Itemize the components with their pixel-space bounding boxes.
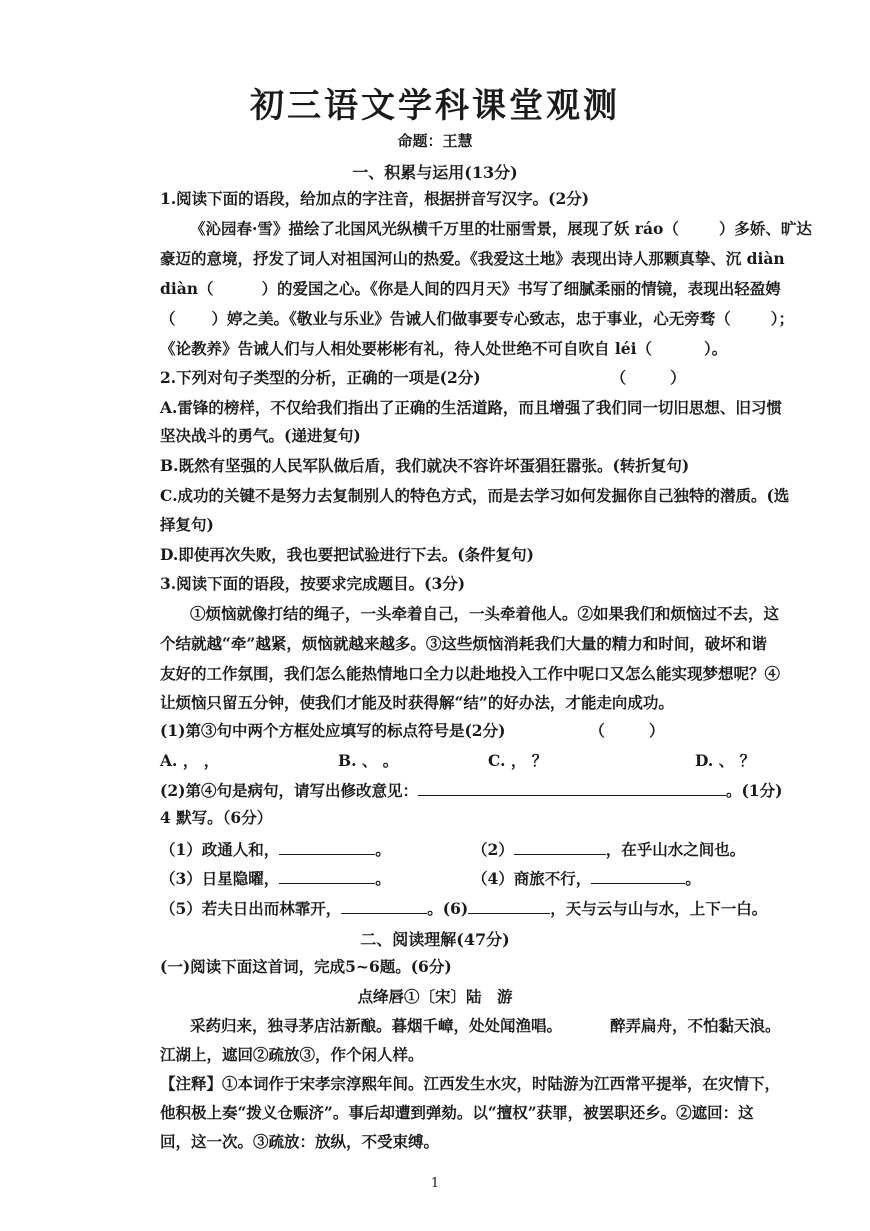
passage-line-2: 个结就越“牵”越紧，烦恼就越来越多。③这些烦恼消耗我们大量的精力和时间，破坏和谐 [160,634,767,653]
section-heading-1: 一、积累与运用(13分) [352,163,518,182]
question-1-stem: 1.阅读下面的语段，给加点的字注音，根据拼音写汉字。(2分) [160,189,590,208]
option-c-line-1: C.成功的关键不是努力去复制别人的特色方式，而是去学习如何发掘你自己独特的潜质。(选 [160,486,790,505]
answer-line[interactable] [279,867,375,884]
answer-line[interactable] [468,897,550,914]
answer-line[interactable] [341,897,427,914]
question-4-stem: 4 默写。（6分） [160,808,273,827]
option-a-line-2: 坚决战斗的勇气。(递进复句) [160,426,361,445]
note-line-1: 【注释】①本词作于宋孝宗淳熙年间。江西发生水灾，时陆游为江西常平提举，在灾情下， [160,1074,781,1093]
option-b: B.既然有坚强的人民军队做后盾，我们就决不容许坏蛋猖狂嚣张。(转折复句) [160,456,690,475]
poem-line-1: 采药归来，独寻茅店沽新酿。暮烟千嶂，处处闻渔唱。 醉弄扁舟，不怕黏天浪。 [190,1016,781,1035]
option-b: B. 、 。 [338,751,399,770]
passage-line-3: 友好的工作氛围，我们怎么能热情地口全力以赴地投入工作中呢口又怎么能实现梦想呢？④ [160,664,781,683]
answer-line[interactable] [591,867,685,884]
subquestion-2: (2)第④句是病句，请写出修改意见： 。(1分) [160,781,783,800]
option-c-line-2: 择复句) [160,515,214,534]
section-heading-2: 二、阅读理解(47分) [360,930,510,949]
passage-line-4: 让烦恼只留五分钟，使我们才能及时获得解“结”的好办法，才能走向成功。 [160,693,674,712]
poem-line-2: 江湖上，遮回②疏放③，作个闲人样。 [160,1045,424,1064]
question-1-line-4: （ ）婷之美。《敬业与乐业》告诫人们做事要专心致志，忠于事业，心无旁骛（ ）； [160,309,795,328]
option-a-line-1: A.雷锋的榜样，不仅给我们指出了正确的生活道路，而且增强了我们同一切旧思想、旧习惯 [160,398,782,417]
answer-line[interactable] [279,838,375,855]
question-1-line-5: 《论教养》告诫人们与人相处要彬彬有礼，待人处世绝不可自吹自 léi（ ）。 [160,339,728,358]
part-1-stem: (一)阅读下面这首词，完成5~6题。(6分) [160,957,452,976]
author-line: 命题：王慧 [397,132,473,150]
dictation-row-3: （5）若夫日出而林霏开， 。(6) ，天与云与山与水，上下一白。 [160,899,768,918]
question-1-line-2: 豪迈的意境，抒发了词人对祖国河山的热爱。《我爱这土地》表现出诗人那颗真挚、沉 diàn [160,249,785,268]
question-1-line-3: diàn（ ）的爱国之心。《你是人间的四月天》书写了细腻柔丽的情镜，表现出轻盈娉 [160,279,781,298]
page-number: 1 [430,1176,440,1191]
exam-page: 初三语文学科课堂观测 命题：王慧 一、积累与运用(13分) 1.阅读下面的语段，给加点的字注音，根据拼音写汉字。(2分) 《沁园春·雪》描绘了北国风光纵横千万里的壮丽雪景，展现了妖 ráo（ ）多娇、旷达 豪迈的意境，抒发了词人对祖国河山的热爱。《我爱这土地》表现出诗人那颗真挚、沉 diàn diàn（ ）的爱国之心。《你是人间的四月天》书写了细腻柔丽的情镜，表现出轻盈娉 （ ）婷之美。《敬业与乐业》告诫人们做事要专心致志，忠于事业，心无旁骛（ ）； 《论教养》告诫人们与人相处要彬彬有礼，待人处世绝不可自吹自 léi（ ）。 2.下列对句子类型的分析，正确的一项是(2分) （ ） A.雷锋的榜样，不仅给我们指出了正确的生活道路，而且增强了我们同一切旧思想、旧习惯 坚决战斗的勇气。(递进复句) B.既然有坚强的人民军队做后盾，我们就决不容许坏蛋猖狂嚣张。(转折复句) C.成功的关键不是努力去复制别人的特色方式，而是去学习如何发掘你自己独特的潜质。(选 择复句) D.即使再次失败，我也要把试验进行下去。(条件复句) 3.阅读下面的语段，按要求完成题目。(3分) ①烦恼就像打结的绳子，一头牵着自己，一头牵着他人。②如果我们和烦恼过不去，这 个结就越“牵”越紧，烦恼就越来越多。③这些烦恼消耗我们大量的精力和时间，破坏和谐 友好的工作氛围，我们怎么能热情地口全力以赴地投入工作中呢口又怎么能实现梦想呢？④ 让烦恼只留五分钟，使我们才能及时获得解“结”的好办法，才能走向成功。 (1)第③句中两个方框处应填写的标点符号是(2分) （ ） A. ， ， B. 、 。 C. ， ？ D. 、 ？ (2)第④句是病句，请写出修改意见： 。(1分) 4 默写。（6分） （1）政通人和， 。 （2） ，在乎山水之间也。 （3）日星隐曜， 。 （4）商旅不行， 。 （5）若夫日出而林霏开， 。(6) ，天与云与山与水，上下一白。 二、阅读理解(47分) (一)阅读下面这首词，完成5~6题。(6分) 点绛唇①〔宋〕陆 游 采药归来，独寻茅店沽新酿。暮烟千嶂，处处闻渔唱。 醉弄扁舟，不怕黏天浪。 江湖上，遮回②疏放③，作个闲人样。 【注释】①本词作于宋孝宗淳熙年间。江西发生水灾，时陆游为江西常平提举，在灾情下， 他积极上奏“拨义仓赈济”。事后却遭到弹劾。以“擅权”获罪，被罢职还乡。②遮回：这 回，这一次。③疏放：放纵，不受束缚。 1 [0,0,870,1231]
option-c: C. ， ？ [488,751,548,770]
note-line-3: 回，这一次。③疏放：放纵，不受束缚。 [160,1132,440,1151]
poem-title: 点绛唇①〔宋〕陆 游 [357,987,513,1006]
question-1-line-1: 《沁园春·雪》描绘了北国风光纵横千万里的壮丽雪景，展现了妖 ráo（ ）多娇、旷达 [190,219,812,238]
subquestion-1: (1)第③句中两个方框处应填写的标点符号是(2分) （ ） [160,721,665,740]
option-a: A. ， ， [160,751,220,770]
passage-line-1: ①烦恼就像打结的绳子，一头牵着自己，一头牵着他人。②如果我们和烦恼过不去，这 [190,604,780,623]
option-d: D.即使再次失败，我也要把试验进行下去。(条件复句) [160,545,534,564]
answer-line[interactable] [418,779,726,796]
page-title: 初三语文学科课堂观测 [250,86,620,126]
answer-line[interactable] [514,838,606,855]
note-line-2: 他积极上奏“拨义仓赈济”。事后却遭到弹劾。以“擅权”获罪，被罢职还乡。②遮回：这 [160,1103,754,1122]
option-d: D. 、 ？ [695,751,756,770]
question-2-stem: 2.下列对句子类型的分析，正确的一项是(2分) （ ） [160,368,686,387]
question-3-stem: 3.阅读下面的语段，按要求完成题目。(3分) [160,574,466,593]
